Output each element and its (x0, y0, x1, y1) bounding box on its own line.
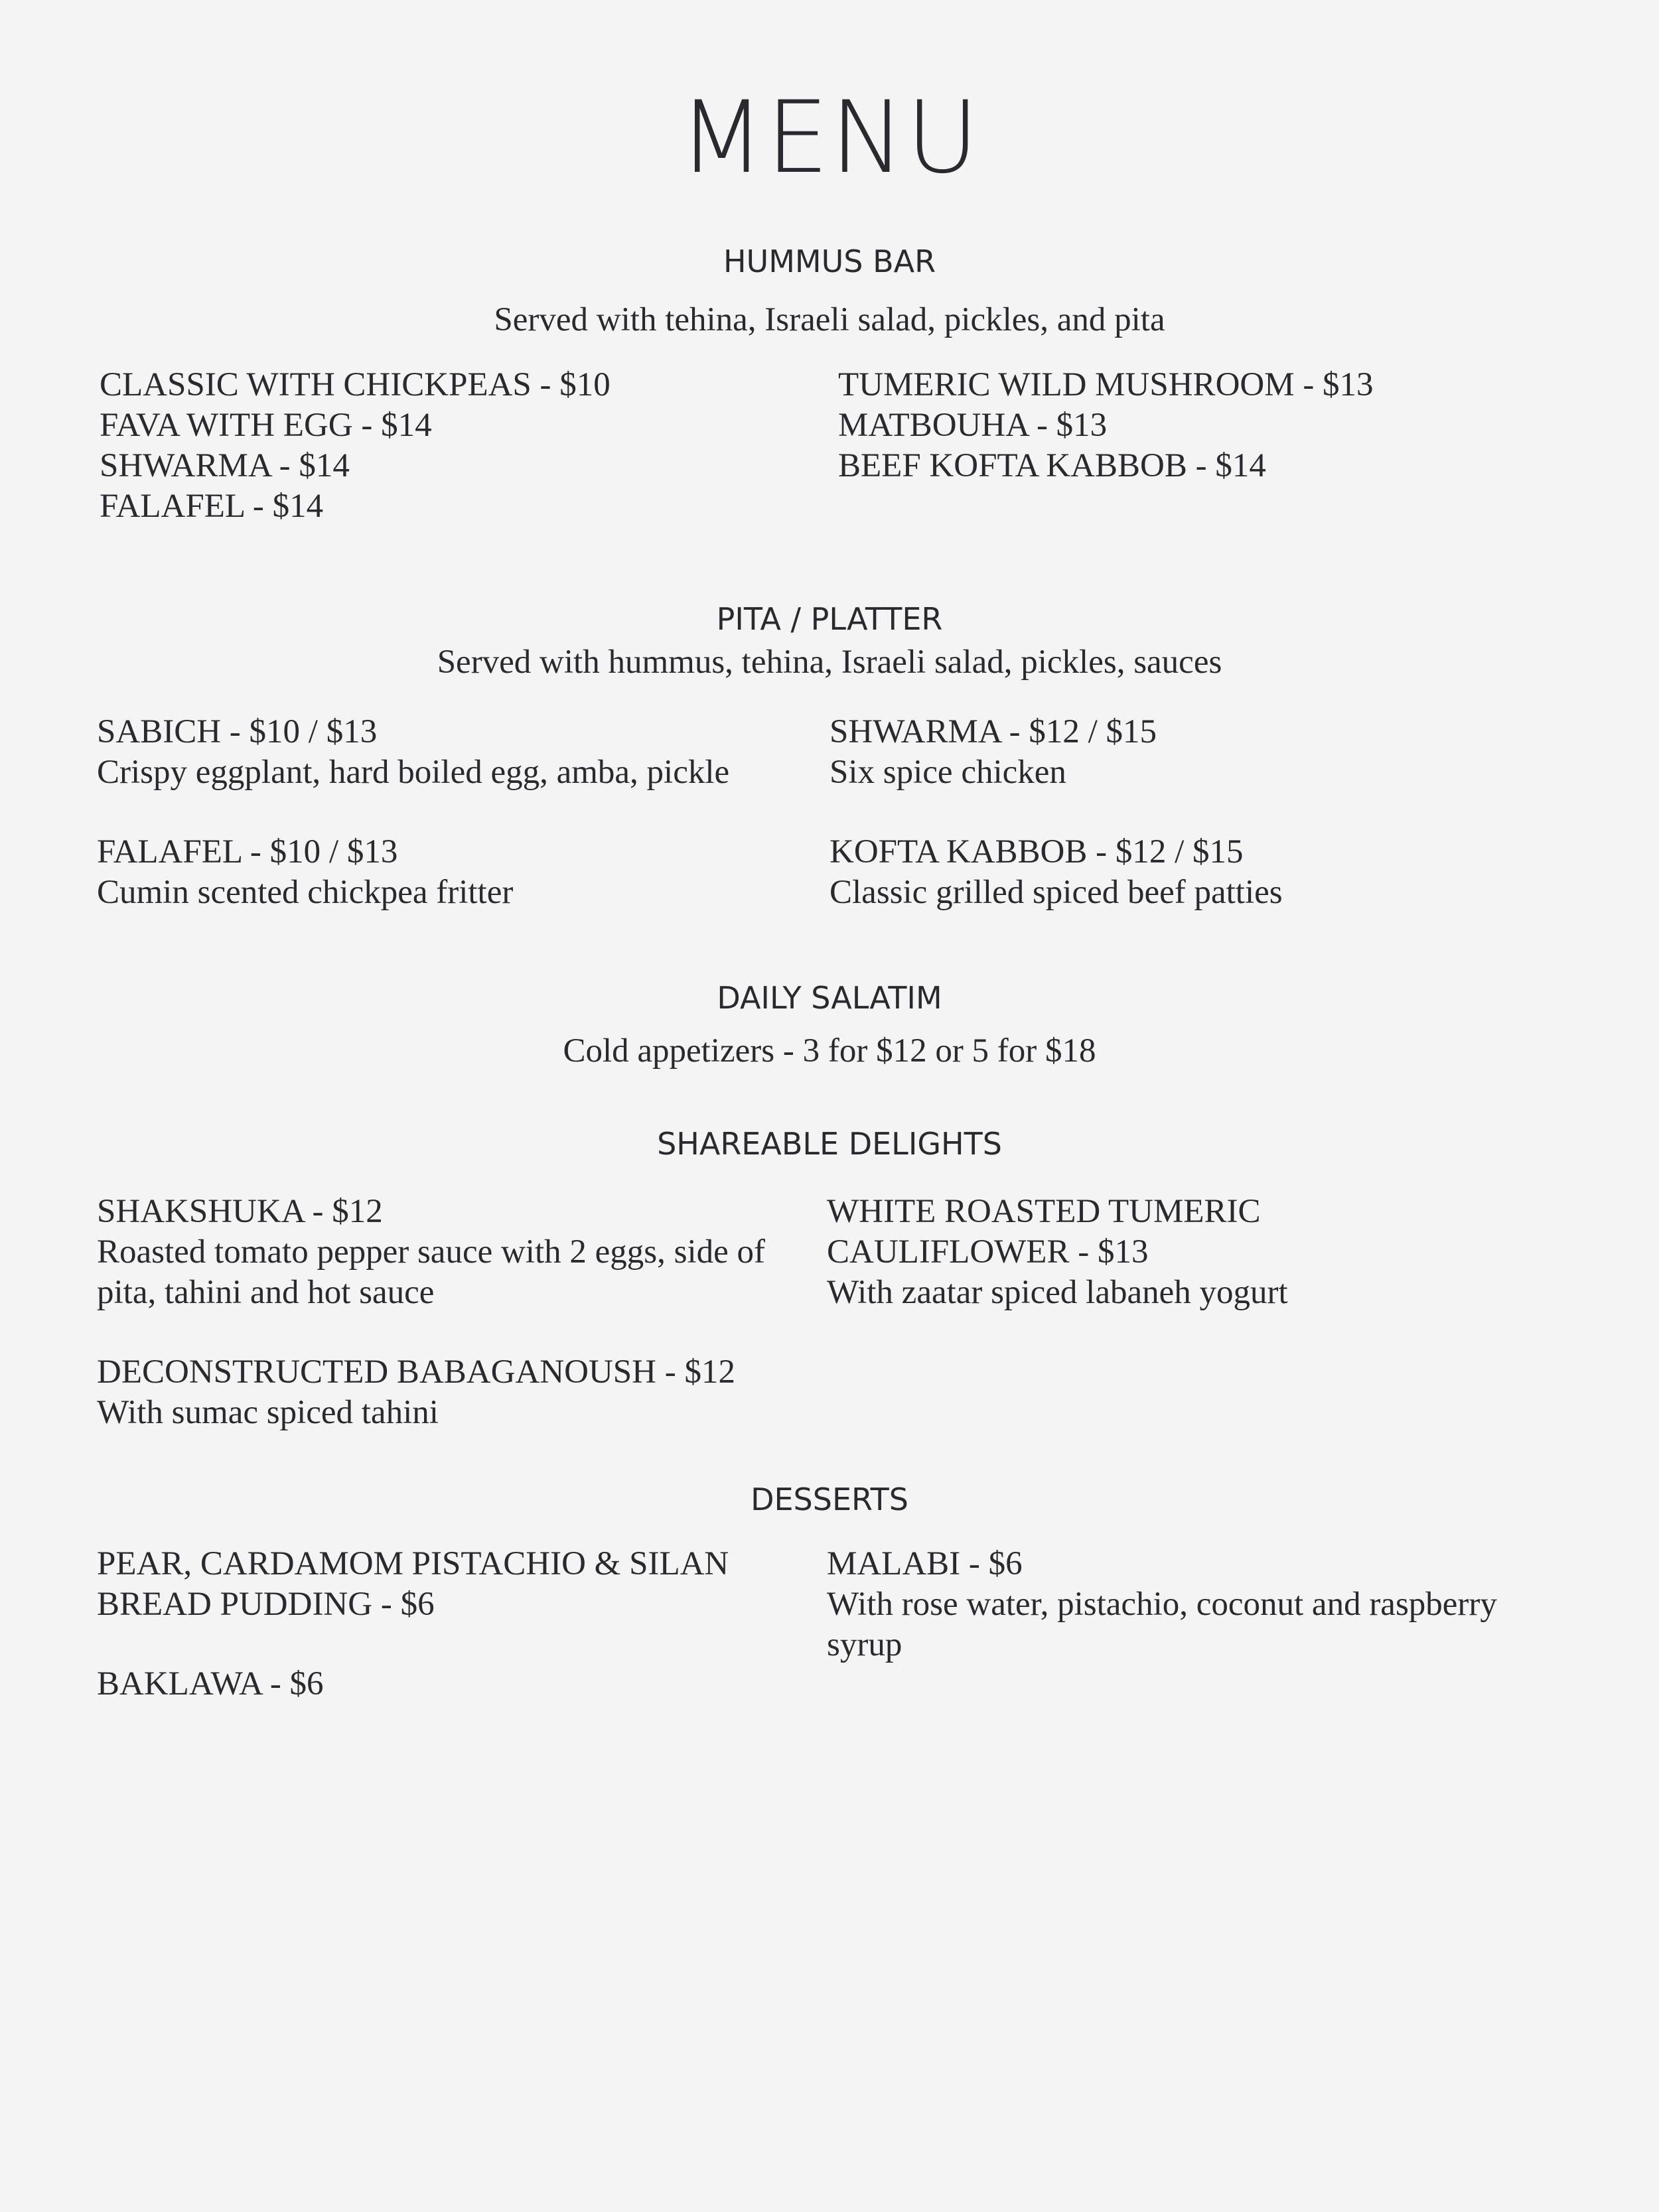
menu-item-name: BAKLAWA - $6 (97, 1665, 324, 1702)
section-heading-pita-platter: PITA / PLATTER (716, 601, 943, 637)
menu-item-description: pita, tahini and hot sauce (97, 1274, 435, 1311)
section-heading-daily-salatim: DAILY SALATIM (717, 980, 942, 1016)
menu-item-name: SABICH - $10 / $13 (97, 713, 378, 750)
menu-item: BEEF KOFTA KABBOB - $14 (838, 447, 1266, 484)
menu-item-name: DECONSTRUCTED BABAGANOUSH - $12 (97, 1353, 735, 1391)
menu-item: SHWARMA - $14 (100, 447, 350, 484)
pita-platter-right-column (830, 712, 1283, 913)
menu-item: FALAFEL - $14 (100, 488, 324, 525)
desserts-right-column (827, 1544, 1497, 1665)
menu-item-description: Crispy eggplant, hard boiled egg, amba, pickle (97, 754, 730, 791)
hummus-bar-left-column (100, 365, 611, 527)
menu-item: FAVA WITH EGG - $14 (100, 407, 432, 444)
menu-item: CLASSIC WITH CHICKPEAS - $10 (100, 366, 611, 403)
section-subtitle-daily-salatim: Cold appetizers - 3 for $12 or 5 for $18 (563, 1032, 1096, 1070)
section-subtitle-hummus-bar: Served with tehina, Israeli salad, pickles, and pita (494, 301, 1165, 338)
shareable-right-column (827, 1192, 1288, 1313)
pita-platter-left-column (97, 712, 729, 913)
menu-item-description: Six spice chicken (830, 754, 1066, 791)
menu-item-description: With rose water, pistachio, coconut and raspberry (827, 1586, 1497, 1623)
section-heading-hummus-bar: HUMMUS BAR (723, 243, 936, 279)
desserts-left-column (97, 1544, 729, 1704)
menu-item-description: Roasted tomato pepper sauce with 2 eggs, side of (97, 1233, 766, 1271)
menu-item-name: PEAR, CARDAMOM PISTACHIO & SILAN (97, 1545, 729, 1582)
menu-item-name: MALABI - $6 (827, 1545, 1023, 1582)
menu-item-name: BREAD PUDDING - $6 (97, 1586, 435, 1623)
hummus-bar-right-column (838, 365, 1374, 486)
section-subtitle-pita-platter: Served with hummus, tehina, Israeli salad, pickles, sauces (437, 644, 1222, 681)
menu-item-description: With zaatar spiced labaneh yogurt (827, 1274, 1288, 1311)
section-heading-desserts: DESSERTS (751, 1482, 908, 1517)
menu-item: TUMERIC WILD MUSHROOM - $13 (838, 366, 1374, 403)
menu-item-name: CAULIFLOWER - $13 (827, 1233, 1149, 1271)
menu-item-name: SHAKSHUKA - $12 (97, 1193, 383, 1230)
menu-item-name: KOFTA KABBOB - $12 / $15 (830, 833, 1244, 870)
menu-item-description: Cumin scented chickpea fritter (97, 874, 514, 911)
menu-item-description: With sumac spiced tahini (97, 1394, 439, 1431)
menu-item-description: syrup (827, 1626, 902, 1663)
shareable-left-column (97, 1192, 765, 1433)
menu-item: MATBOUHA - $13 (838, 407, 1108, 444)
menu-title: MENU (678, 80, 981, 196)
menu-item-name: WHITE ROASTED TUMERIC (827, 1193, 1261, 1230)
menu-item-name: SHWARMA - $12 / $15 (830, 713, 1157, 750)
section-heading-shareable-delights: SHAREABLE DELIGHTS (657, 1126, 1002, 1162)
menu-item-name: FALAFEL - $10 / $13 (97, 833, 398, 870)
menu-item-description: Classic grilled spiced beef patties (830, 874, 1283, 911)
